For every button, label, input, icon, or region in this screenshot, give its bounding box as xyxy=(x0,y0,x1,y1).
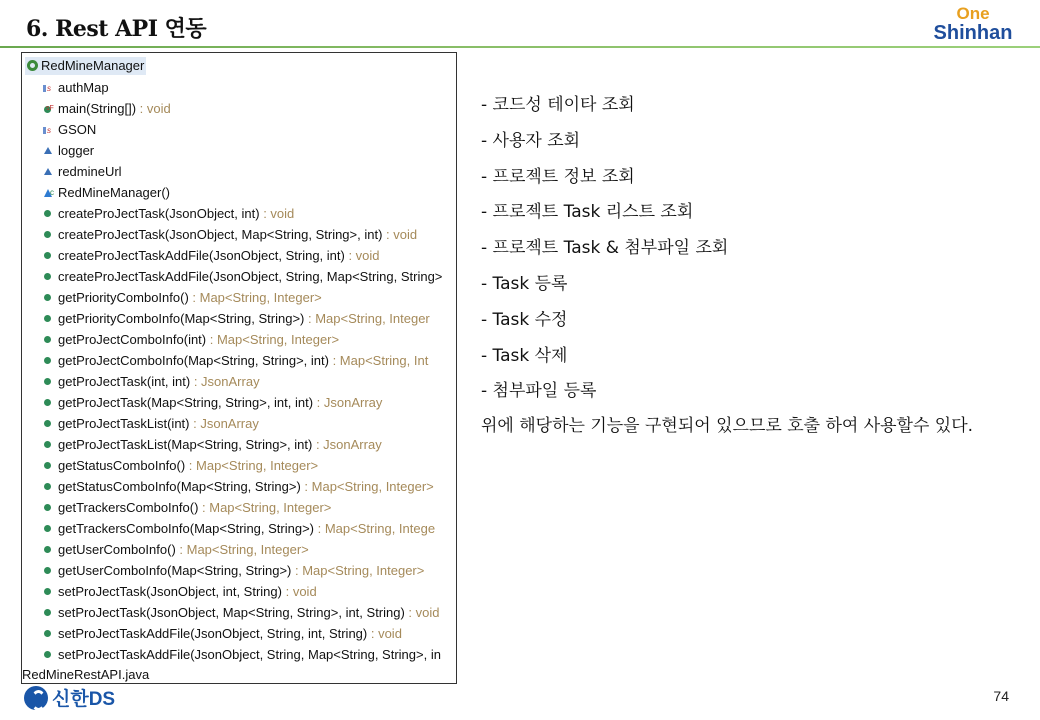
header-divider xyxy=(0,46,1040,48)
member-name: authMap xyxy=(58,80,109,95)
member-name: setProJectTaskAddFile(JsonObject, String, int, String) xyxy=(58,626,368,641)
public-method-icon xyxy=(43,229,54,240)
public-method-icon xyxy=(43,565,54,576)
outline-member[interactable] xyxy=(43,539,457,560)
member-name: createProJectTaskAddFile(JsonObject, String, Map<String, String> xyxy=(58,269,443,284)
feature-item: - 프로젝트 Task 리스트 조회 xyxy=(481,202,694,223)
member-name: getStatusComboInfo() xyxy=(58,458,186,473)
feature-item: - Task 삭제 xyxy=(481,345,568,366)
outline-member[interactable] xyxy=(43,476,457,497)
public-method-icon xyxy=(43,334,54,345)
outline-member[interactable] xyxy=(43,245,457,266)
member-name: getUserComboInfo() xyxy=(58,542,176,557)
feature-list xyxy=(481,92,981,414)
public-method-icon xyxy=(43,586,54,597)
member-name: createProJectTask(JsonObject, int) xyxy=(58,206,260,221)
constructor-icon xyxy=(43,187,54,198)
feature-item: - Task 등록 xyxy=(481,273,568,294)
page-number: 74 xyxy=(993,688,1009,704)
field-icon xyxy=(43,166,54,177)
member-list xyxy=(43,77,457,665)
outline-member[interactable] xyxy=(43,182,457,203)
member-name: redmineUrl xyxy=(58,164,122,179)
outline-member[interactable] xyxy=(43,98,457,119)
member-name: getUserComboInfo(Map<String, String>) xyxy=(58,563,292,578)
member-type: : void xyxy=(344,248,380,263)
outline-member[interactable] xyxy=(43,581,457,602)
member-type: : Map<String, Integer> xyxy=(291,563,425,578)
member-type: : void xyxy=(281,584,317,599)
member-type: : void xyxy=(404,605,440,620)
member-type: : Map<String, Integer> xyxy=(300,479,434,494)
outline-member[interactable] xyxy=(43,497,457,518)
public-method-icon xyxy=(43,481,54,492)
outline-member[interactable] xyxy=(43,287,457,308)
member-name: getProJectTaskList(Map<String, String>, int) xyxy=(58,437,313,452)
member-name: getProJectTask(int, int) xyxy=(58,374,191,389)
member-name: getPriorityComboInfo(Map<String, String>) xyxy=(58,311,305,326)
feature-item: - 프로젝트 정보 조회 xyxy=(481,166,635,187)
member-name: setProJectTask(JsonObject, Map<String, String>, int, String) xyxy=(58,605,405,620)
brand-one-text: One xyxy=(956,4,990,23)
member-name: getProJectComboInfo(int) xyxy=(58,332,207,347)
outline-member[interactable] xyxy=(43,308,457,329)
member-type: : Map<String, Integer> xyxy=(175,542,309,557)
outline-member[interactable] xyxy=(43,329,457,350)
outline-member[interactable] xyxy=(43,392,457,413)
member-name: setProJectTask(JsonObject, int, String) xyxy=(58,584,282,599)
member-name: logger xyxy=(58,143,95,158)
public-method-icon xyxy=(43,523,54,534)
brand-logo xyxy=(928,6,1018,44)
member-name: getTrackersComboInfo(Map<String, String>) xyxy=(58,521,315,536)
member-name: getTrackersComboInfo() xyxy=(58,500,199,515)
outline-member[interactable] xyxy=(43,266,457,287)
outline-member[interactable] xyxy=(43,161,457,182)
class-icon xyxy=(27,60,38,71)
member-type: : JsonArray xyxy=(312,437,382,452)
member-type: : void xyxy=(136,101,171,116)
static-key-icon xyxy=(43,124,54,135)
member-type: : Map<String, Integer> xyxy=(188,290,322,305)
member-type: : JsonArray xyxy=(313,395,383,410)
member-type: : Map<String, Integer> xyxy=(206,332,340,347)
outline-member[interactable] xyxy=(43,602,457,623)
public-method-icon xyxy=(43,397,54,408)
member-name: getProJectComboInfo(Map<String, String>, int) xyxy=(58,353,329,368)
public-method-icon xyxy=(43,460,54,471)
member-type: : Map<String, Integer> xyxy=(185,458,319,473)
member-name: RedMineManager() xyxy=(58,185,170,200)
outline-member[interactable] xyxy=(43,119,457,140)
description-text: 위에 해당하는 기능을 구현되어 있으므로 호출 하여 사용할수 있다. xyxy=(481,416,974,436)
outline-member[interactable] xyxy=(43,77,457,98)
class-name: RedMineManager xyxy=(41,58,145,73)
class-node[interactable] xyxy=(25,57,146,75)
outline-member[interactable] xyxy=(43,623,457,644)
outline-member[interactable] xyxy=(43,350,457,371)
member-type: : void xyxy=(367,626,402,641)
public-method-icon xyxy=(43,355,54,366)
brand-shinhan-text: Shinhan xyxy=(933,22,1013,44)
member-name: getStatusComboInfo(Map<String, String>) xyxy=(58,479,301,494)
footer-logo-text: 신한DS xyxy=(52,689,116,710)
outline-member[interactable] xyxy=(43,644,457,665)
file-name: RedMineRestAPI.java xyxy=(22,667,150,682)
public-method-icon xyxy=(43,649,54,660)
member-type: : Map<String, Intege xyxy=(314,521,436,536)
member-type: : void xyxy=(259,206,295,221)
member-name: createProJectTaskAddFile(JsonObject, String, int) xyxy=(58,248,345,263)
field-icon xyxy=(43,145,54,156)
member-type: : Map<String, Integer xyxy=(304,311,430,326)
public-method-icon xyxy=(43,502,54,513)
outline-member[interactable] xyxy=(43,560,457,581)
public-method-icon xyxy=(43,208,54,219)
feature-item: - Task 수정 xyxy=(481,309,568,330)
feature-item: - 사용자 조회 xyxy=(481,130,581,151)
feature-item: - 코드성 테이타 조회 xyxy=(481,95,635,115)
outline-member[interactable] xyxy=(43,224,457,245)
outline-member[interactable] xyxy=(43,203,457,224)
member-name: main(String[]) xyxy=(58,101,137,116)
static-key-icon xyxy=(43,82,54,93)
outline-member[interactable] xyxy=(43,413,457,434)
public-method-icon xyxy=(43,376,54,387)
public-method-icon xyxy=(43,292,54,303)
outline-member[interactable] xyxy=(43,371,457,392)
member-type: : JsonArray xyxy=(190,374,260,389)
member-name: setProJectTaskAddFile(JsonObject, String, Map<String, String>, in xyxy=(58,647,441,662)
feature-item: - 프로젝트 Task & 첨부파일 조회 xyxy=(481,238,729,259)
public-method-icon xyxy=(43,271,54,282)
shinhan-logo-icon xyxy=(24,686,48,710)
member-type: : Map<String, Integer> xyxy=(198,500,332,515)
public-method-icon xyxy=(43,439,54,450)
outline-member[interactable] xyxy=(43,455,457,476)
footer-logo xyxy=(24,684,115,710)
outline-member[interactable] xyxy=(43,434,457,455)
member-name: createProJectTask(JsonObject, Map<String, String>, int) xyxy=(58,227,383,242)
public-method-icon xyxy=(43,418,54,429)
public-method-icon xyxy=(43,628,54,639)
member-type: : Map<String, Int xyxy=(328,353,429,368)
public-method-icon xyxy=(43,313,54,324)
public-method-icon xyxy=(43,544,54,555)
member-type: : JsonArray xyxy=(189,416,259,431)
feature-item: - 첨부파일 등록 xyxy=(481,381,597,402)
public-method-icon xyxy=(43,250,54,261)
member-name: GSON xyxy=(58,122,97,137)
outline-panel xyxy=(21,52,457,684)
member-type: : void xyxy=(382,227,418,242)
member-name: getProJectTaskList(int) xyxy=(58,416,190,431)
member-name: getProJectTask(Map<String, String>, int, int) xyxy=(58,395,314,410)
page-title: 6. Rest API 연동 xyxy=(26,16,207,42)
outline-member[interactable] xyxy=(43,518,457,539)
static-final-method-icon xyxy=(43,103,54,114)
public-method-icon xyxy=(43,607,54,618)
member-name: getPriorityComboInfo() xyxy=(58,290,189,305)
outline-member[interactable] xyxy=(43,140,457,161)
